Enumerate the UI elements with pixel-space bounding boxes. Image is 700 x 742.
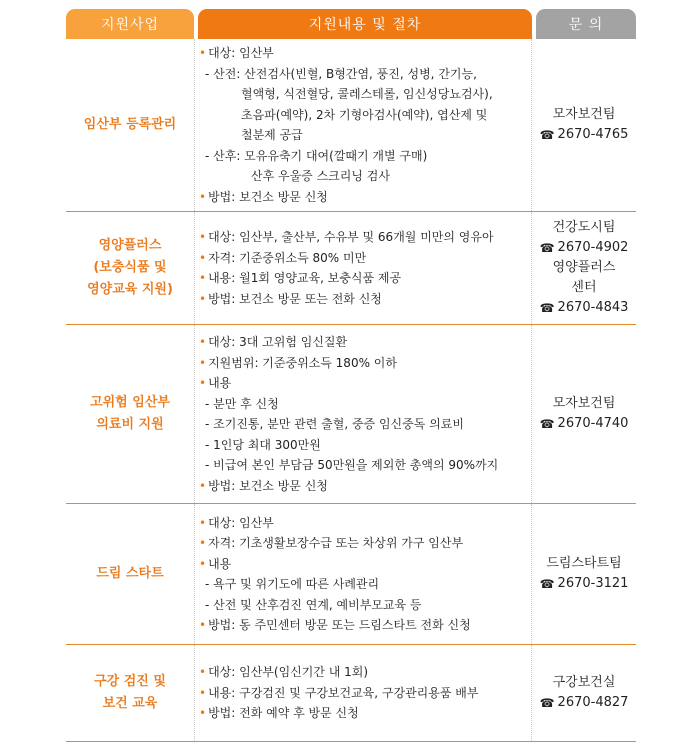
support-programs-table — [66, 9, 636, 742]
program-name: 구강 검진 및 보건 교육 — [94, 674, 166, 711]
contact-cell — [532, 645, 636, 741]
program-details — [194, 325, 532, 503]
contact-team: 모자보건팀 — [552, 396, 616, 411]
header-program: 지원사업 — [66, 9, 194, 39]
contact-team: 모자보건팀 — [552, 107, 616, 122]
telephone-icon: ☎ — [539, 301, 555, 315]
detail-line: • 방법: 보건소 방문 신청 — [199, 476, 531, 497]
table-row — [66, 325, 636, 504]
table-row — [66, 212, 636, 325]
contact-phone-line — [540, 298, 629, 318]
contact-phone-line — [540, 414, 629, 434]
detail-line: - 비급여 본인 부담금 50만원을 제외한 총액의 90%까지 — [205, 458, 499, 472]
phone-number: 2670-4740 — [557, 416, 629, 431]
contact-team: 영양플러스 센터 — [552, 260, 616, 295]
telephone-icon: ☎ — [539, 128, 555, 142]
telephone-icon: ☎ — [539, 417, 555, 431]
table-body — [66, 39, 636, 742]
contact-cell — [532, 504, 636, 644]
detail-line: • 자격: 기초생활보장수급 또는 차상위 가구 임산부 — [199, 533, 531, 554]
detail-line: 산후 우울증 스크리닝 검사 — [251, 169, 390, 183]
detail-line: • 자격: 기준중위소득 80% 미만 — [199, 248, 531, 269]
table-row — [66, 645, 636, 742]
detail-line: • 대상: 임산부 — [199, 513, 531, 534]
detail-line: • 방법: 전화 예약 후 방문 신청 — [199, 703, 531, 724]
telephone-icon: ☎ — [539, 696, 555, 710]
detail-line: • 방법: 보건소 방문 신청 — [199, 187, 531, 208]
contact-cell — [532, 212, 636, 324]
detail-line: • 대상: 임산부 — [199, 43, 531, 64]
program-details — [194, 504, 532, 644]
detail-line: • 지원범위: 기준중위소득 180% 이하 — [199, 353, 531, 374]
contact-phone-line — [540, 125, 629, 145]
program-details — [194, 39, 532, 211]
detail-line: - 산전 및 산후검진 연계, 예비부모교육 등 — [205, 597, 422, 612]
phone-number: 2670-4902 — [557, 240, 629, 255]
telephone-icon: ☎ — [539, 577, 555, 591]
detail-line: • 내용 — [199, 373, 531, 394]
contact-team: 구강보건실 — [552, 675, 616, 690]
telephone-icon: ☎ — [539, 241, 555, 255]
contact-phone-line — [540, 693, 629, 713]
detail-line: - 분만 후 신청 — [205, 396, 279, 411]
program-name: 임산부 등록관리 — [83, 117, 177, 132]
table-header — [66, 9, 636, 39]
contact-cell — [532, 39, 636, 211]
program-name: 고위험 임산부 의료비 지원 — [90, 395, 170, 432]
detail-line: • 대상: 임산부, 출산부, 수유부 및 66개월 미만의 영유아 — [199, 227, 531, 248]
header-inquiry: 문 의 — [536, 9, 636, 39]
detail-line: 초음파(예약), 2차 기형아검사(예약), 엽산제 및 — [241, 107, 488, 122]
program-name: 영양플러스 (보충식품 및 영양교육 지원) — [87, 238, 173, 297]
detail-line: - 산전: 산전검사(빈혈, B형간염, 풍진, 성병, 간기능, — [205, 66, 477, 81]
phone-number: 2670-4843 — [557, 300, 629, 315]
detail-line: • 방법: 동 주민센터 방문 또는 드림스타트 전화 신청 — [199, 615, 531, 636]
detail-line: - 조기진통, 분만 관련 출혈, 중증 임신중독 의료비 — [205, 417, 464, 431]
detail-line: - 산후: 모유유축기 대여(깔때기 개별 구매) — [205, 148, 428, 163]
contact-team: 건강도시팀 — [552, 220, 616, 235]
table-row — [66, 504, 636, 645]
detail-line: • 내용: 월1회 영양교육, 보충식품 제공 — [199, 268, 531, 289]
contact-team: 드림스타트팀 — [546, 556, 622, 571]
program-details — [194, 645, 532, 741]
detail-line: - 욕구 및 위기도에 따른 사례관리 — [205, 577, 380, 591]
detail-line: - 1인당 최대 300만원 — [205, 437, 321, 452]
detail-line: 철분제 공급 — [241, 128, 303, 142]
contact-cell — [532, 325, 636, 503]
detail-line: 혈액형, 식전혈당, 콜레스테롤, 임신성당뇨검사), — [241, 87, 493, 101]
detail-line: • 내용 — [199, 554, 531, 575]
contact-phone-line — [540, 238, 629, 258]
phone-number: 2670-4765 — [557, 127, 629, 142]
detail-line: • 내용: 구강검진 및 구강보건교육, 구강관리용품 배부 — [199, 683, 531, 704]
detail-line: • 대상: 3대 고위험 임신질환 — [199, 332, 531, 353]
phone-number: 2670-3121 — [557, 576, 629, 591]
phone-number: 2670-4827 — [557, 695, 629, 710]
header-content: 지원내용 및 절차 — [198, 9, 532, 39]
contact-phone-line — [540, 574, 629, 594]
program-name: 드림 스타트 — [96, 566, 164, 581]
table-row — [66, 39, 636, 212]
detail-line: • 방법: 보건소 방문 또는 전화 신청 — [199, 289, 531, 310]
program-details — [194, 212, 532, 324]
detail-line: • 대상: 임산부(임신기간 내 1회) — [199, 662, 531, 683]
